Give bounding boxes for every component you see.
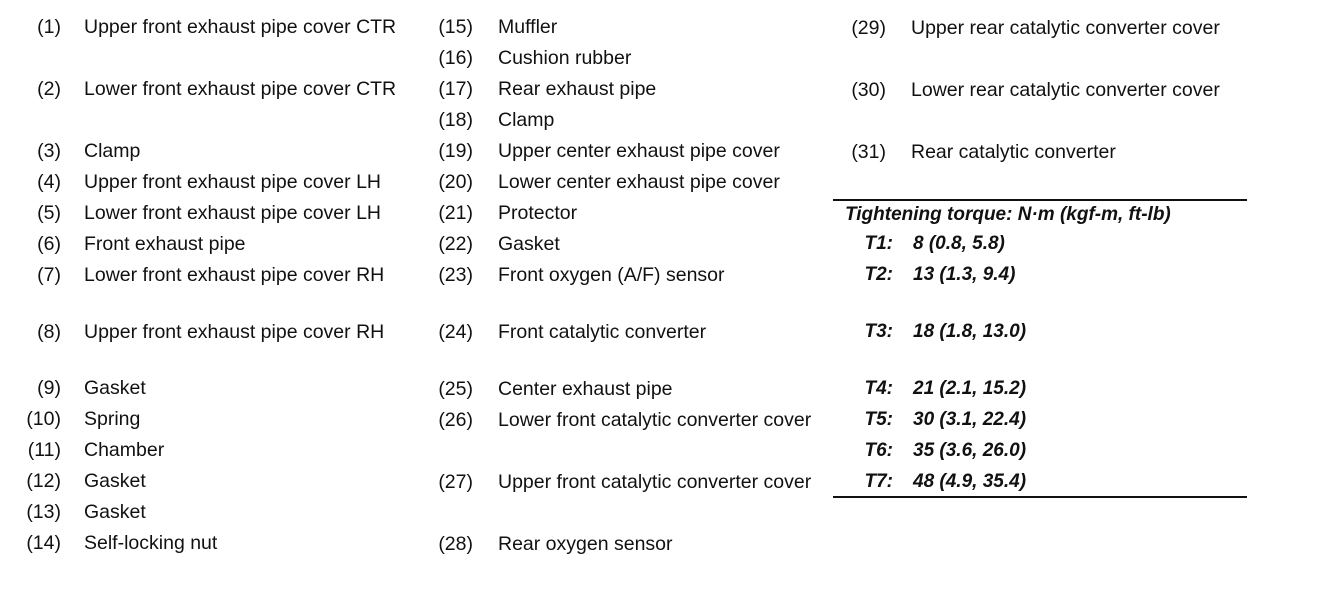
- item-label: Gasket: [498, 233, 560, 255]
- item-label: Upper rear catalytic converter cover: [911, 17, 1220, 39]
- item-number: (24): [438, 321, 473, 343]
- torque-value: 21 (2.1, 15.2): [913, 378, 1027, 399]
- torque-label: T4:: [864, 378, 893, 399]
- torque-label: T6:: [864, 440, 893, 461]
- torque-label: T7:: [864, 471, 893, 492]
- item-label: Lower front exhaust pipe cover LH: [84, 202, 381, 224]
- divider: [833, 496, 1247, 498]
- item-label: Spring: [84, 408, 141, 430]
- item-label: Center exhaust pipe: [498, 378, 673, 400]
- item-label: Upper front exhaust pipe cover RH: [84, 321, 385, 343]
- torque-label: T1:: [864, 233, 893, 254]
- item-number: (17): [438, 78, 473, 100]
- item-number: (5): [37, 202, 61, 224]
- torque-label: T2:: [864, 264, 893, 285]
- item-number: (21): [438, 202, 473, 224]
- item-number: (13): [26, 501, 61, 523]
- item-number: (15): [438, 16, 473, 38]
- item-label: Upper front exhaust pipe cover CTR: [84, 16, 397, 38]
- torque-value: 30 (3.1, 22.4): [913, 409, 1027, 430]
- item-number: (22): [438, 233, 473, 255]
- item-label: Lower front exhaust pipe cover CTR: [84, 78, 397, 100]
- item-label: Protector: [498, 202, 578, 224]
- item-number: (11): [27, 439, 61, 461]
- item-number: (19): [438, 140, 473, 162]
- divider: [833, 199, 1247, 201]
- item-number: (12): [26, 470, 61, 492]
- item-label: Front catalytic converter: [498, 321, 707, 343]
- item-number: (28): [438, 533, 473, 555]
- item-label: Self-locking nut: [84, 532, 218, 554]
- item-number: (9): [37, 377, 61, 399]
- item-label: Lower front catalytic converter cover: [498, 409, 812, 431]
- item-number: (23): [438, 264, 473, 286]
- item-label: Upper center exhaust pipe cover: [498, 140, 780, 162]
- item-label: Gasket: [84, 470, 146, 492]
- item-number: (16): [438, 47, 473, 69]
- item-label: Rear catalytic converter: [911, 141, 1116, 163]
- torque-label: T3:: [864, 321, 893, 342]
- item-number: (1): [37, 16, 61, 38]
- item-number: (14): [26, 532, 61, 554]
- item-number: (18): [438, 109, 473, 131]
- torque-value: 48 (4.9, 35.4): [913, 471, 1027, 492]
- item-label: Lower front exhaust pipe cover RH: [84, 264, 385, 286]
- item-label: Front oxygen (A/F) sensor: [498, 264, 725, 286]
- item-number: (6): [37, 233, 61, 255]
- item-number: (26): [438, 409, 473, 431]
- item-number: (20): [438, 171, 473, 193]
- item-label: Upper front exhaust pipe cover LH: [84, 171, 381, 193]
- item-label: Rear exhaust pipe: [498, 78, 657, 100]
- item-number: (31): [851, 141, 886, 163]
- torque-value: 18 (1.8, 13.0): [913, 321, 1027, 342]
- item-label: Upper front catalytic converter cover: [498, 471, 812, 493]
- item-number: (4): [37, 171, 61, 193]
- item-number: (29): [851, 17, 886, 39]
- item-label: Front exhaust pipe: [84, 233, 246, 255]
- item-label: Lower rear catalytic converter cover: [911, 79, 1220, 101]
- item-label: Muffler: [498, 16, 558, 38]
- torque-title: Tightening torque: N·m (kgf-m, ft-lb): [845, 204, 1171, 225]
- item-label: Clamp: [84, 140, 141, 162]
- item-label: Lower center exhaust pipe cover: [498, 171, 780, 193]
- torque-label: T5:: [864, 409, 893, 430]
- torque-value: 13 (1.3, 9.4): [913, 264, 1016, 285]
- item-number: (10): [26, 408, 61, 430]
- item-number: (25): [438, 378, 473, 400]
- item-label: Clamp: [498, 109, 555, 131]
- torque-value: 35 (3.6, 26.0): [913, 440, 1027, 461]
- item-label: Gasket: [84, 501, 146, 523]
- torque-table: [833, 199, 1247, 499]
- item-label: Cushion rubber: [498, 47, 632, 69]
- torque-value: 8 (0.8, 5.8): [913, 233, 1005, 254]
- item-number: (27): [438, 471, 473, 493]
- item-label: Chamber: [84, 439, 165, 461]
- item-number: (7): [37, 264, 61, 286]
- item-number: (30): [851, 79, 886, 101]
- item-number: (3): [37, 140, 61, 162]
- item-number: (2): [37, 78, 61, 100]
- item-label: Gasket: [84, 377, 146, 399]
- item-label: Rear oxygen sensor: [498, 533, 673, 555]
- item-number: (8): [37, 321, 61, 343]
